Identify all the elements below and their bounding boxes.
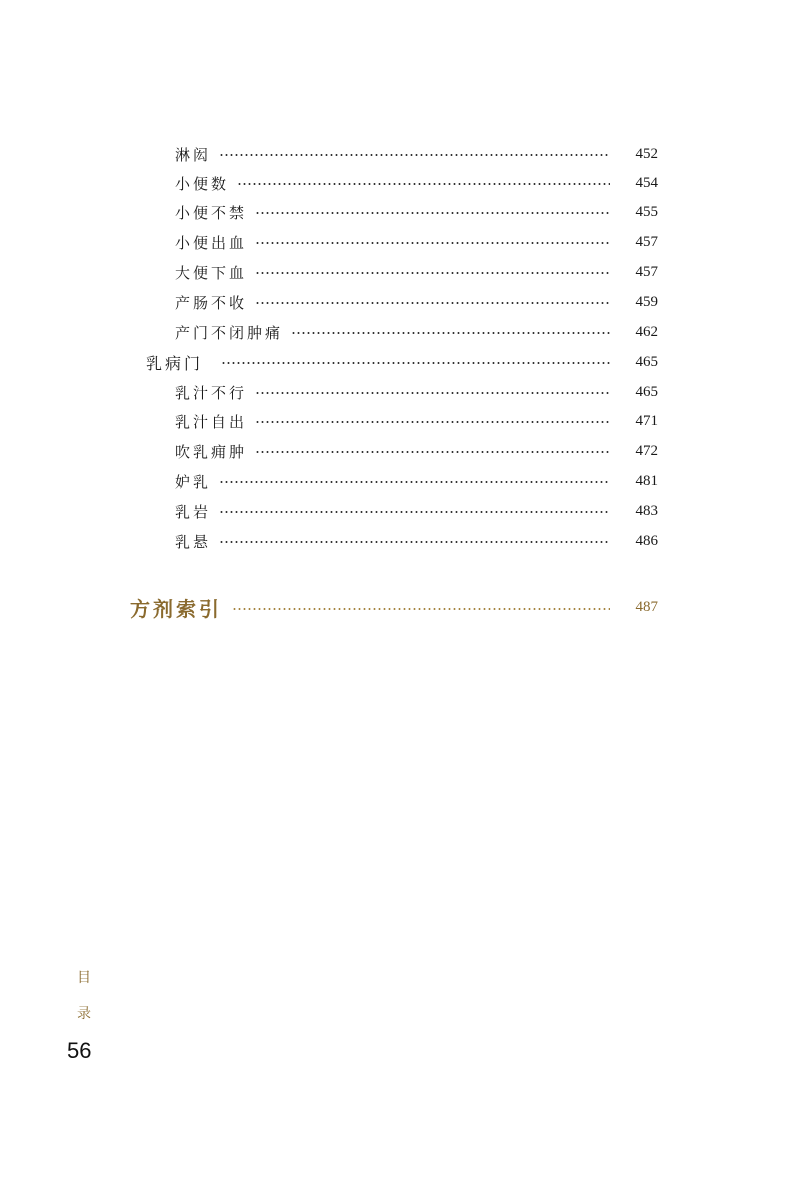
toc-entry-label: 乳岩 — [175, 502, 212, 521]
running-head-char-2: 录 — [77, 1006, 91, 1022]
dot-leader — [221, 362, 610, 364]
toc-entry-label: 小便数 — [175, 174, 230, 193]
toc-chapter-entry[interactable] — [146, 350, 658, 374]
toc-entry-page: 481 — [635, 472, 658, 489]
toc-entry[interactable] — [175, 320, 658, 344]
dot-leader — [255, 212, 610, 214]
page-number: 56 — [67, 1038, 92, 1063]
toc-entry[interactable] — [175, 230, 658, 254]
toc-entry[interactable] — [175, 290, 658, 314]
toc-entry-label: 产门不闭肿痛 — [175, 323, 284, 342]
toc-entry[interactable] — [175, 439, 658, 463]
toc-entry-page: 472 — [635, 442, 658, 459]
dot-leader — [219, 154, 610, 156]
toc-entry[interactable] — [175, 469, 658, 493]
toc-entry-label: 乳悬 — [175, 532, 212, 551]
toc-entry-page: 457 — [635, 233, 658, 250]
dot-leader — [255, 242, 610, 244]
toc-entry-label: 淋闳 — [175, 145, 212, 164]
toc-entry-label: 小便出血 — [175, 233, 248, 252]
toc-section-page: 487 — [635, 598, 658, 615]
toc-section-entry[interactable] — [130, 592, 658, 622]
dot-leader — [255, 392, 610, 394]
dot-leader — [219, 541, 610, 543]
toc-entry-page: 465 — [635, 353, 658, 370]
dot-leader — [255, 302, 610, 304]
running-head-char-1: 目 — [77, 970, 91, 986]
dot-leader — [219, 481, 610, 483]
toc-entry-page: 471 — [635, 412, 658, 429]
toc-entry-page: 452 — [635, 145, 658, 162]
dot-leader — [237, 183, 610, 185]
dot-leader — [232, 608, 610, 610]
toc-entry-page: 465 — [635, 383, 658, 400]
toc-entry[interactable] — [175, 260, 658, 284]
toc-entry-label: 妒乳 — [175, 472, 212, 491]
toc-entry-label: 乳汁不行 — [175, 383, 248, 402]
toc-entry-page: 486 — [635, 532, 658, 549]
toc-entry-label: 乳汁自出 — [175, 412, 248, 431]
toc-entry[interactable] — [175, 409, 658, 433]
toc-entry[interactable] — [175, 200, 658, 224]
toc-entry-label: 小便不禁 — [175, 203, 248, 222]
toc-entry-page: 483 — [635, 502, 658, 519]
toc-entry[interactable] — [175, 142, 658, 166]
toc-entry-page: 454 — [635, 174, 658, 191]
dot-leader — [255, 421, 610, 423]
dot-leader — [291, 332, 610, 334]
toc-entry[interactable] — [175, 171, 658, 195]
dot-leader — [219, 511, 610, 513]
toc-entry-label: 吹乳痈肿 — [175, 442, 248, 461]
toc-entry-page: 459 — [635, 293, 658, 310]
dot-leader — [255, 272, 610, 274]
toc-entry-label: 大便下血 — [175, 263, 248, 282]
toc-entry[interactable] — [175, 529, 658, 553]
toc-entry[interactable] — [175, 380, 658, 404]
toc-entry-page: 462 — [635, 323, 658, 340]
toc-entry-page: 455 — [635, 203, 658, 220]
dot-leader — [255, 451, 610, 453]
toc-entry-label: 产肠不收 — [175, 293, 248, 312]
toc-section-label: 方剂索引 — [130, 596, 222, 621]
toc-entry[interactable] — [175, 499, 658, 523]
toc-entry-page: 457 — [635, 263, 658, 280]
toc-chapter-label: 乳病门 — [146, 353, 204, 373]
